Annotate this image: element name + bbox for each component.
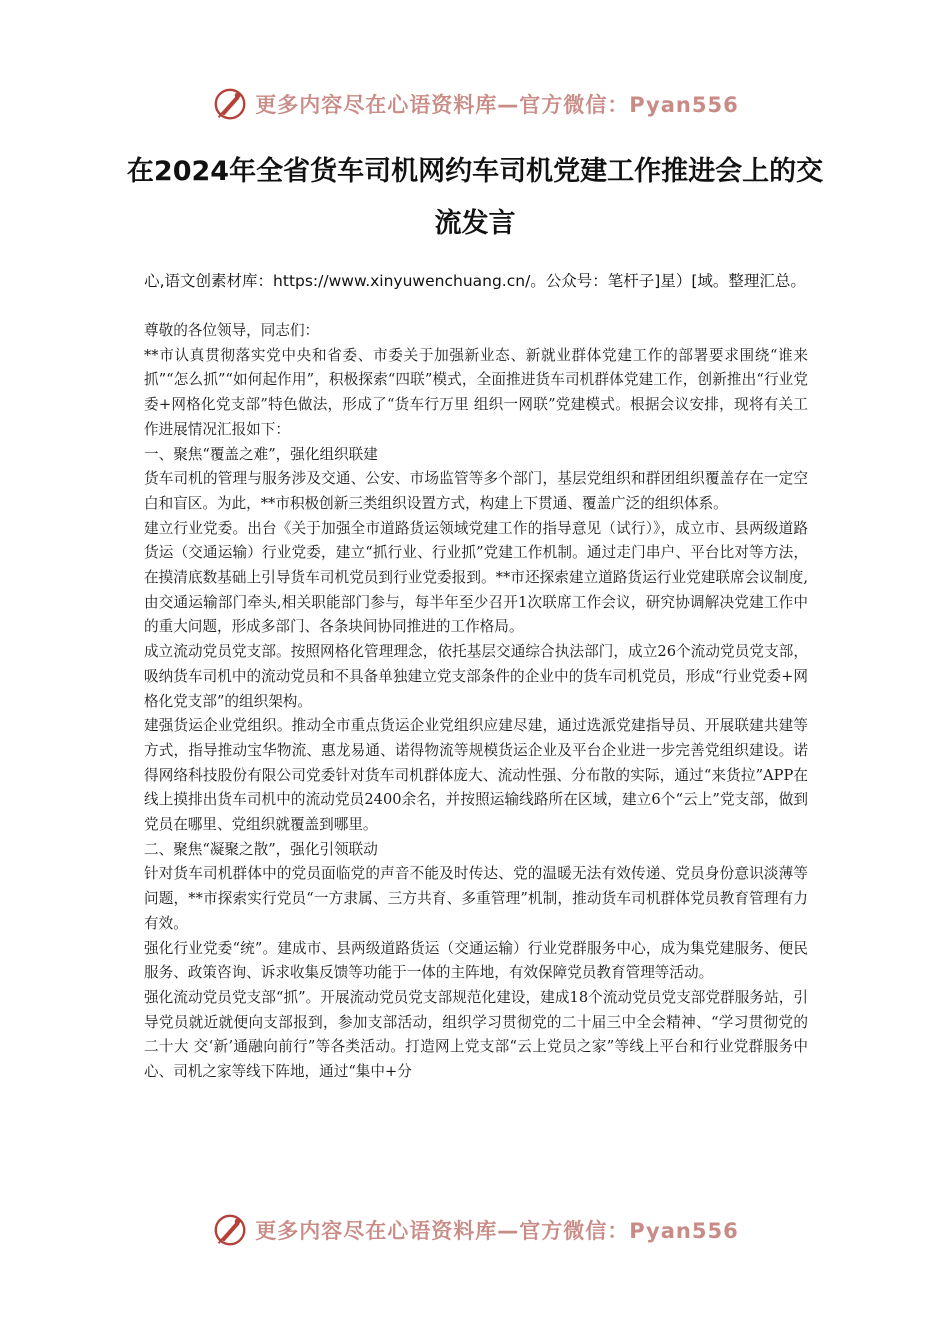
banner-text: 更多内容尽在心语资料库—官方微信：Pyan556 [255,93,739,117]
paragraph: 建强货运企业党组织。推动全市重点货运企业党组织应建尽建，通过选派党建指导员、开展联建共建等方式，指导推动宝华物流、惠龙易通、诺得物流等规模货运企业及平台企业进一步完善党组织建设。诺得网络科技股份有限公司党委针对货车司机群体庞大、流动性强、分布散的实际，通过“来货拉”APP在线上摸排出货车司机中的流动党员2400余名，并按照运输线路所在区域，建立6个“云上”党支部，做到党员在哪里、党组织就覆盖到哪里。 [144,717,808,834]
document-title: 在2024年全省货车司机网约车司机党建工作推进会上的交流发言 [126,156,824,239]
paragraph: 针对货车司机群体中的党员面临党的声音不能及时传达、党的温暖无法有效传递、党员身份意识淡薄等问题，**市探索实行党员“一方隶属、三方共育、多重管理”机制，推动货车司机群体党员教育管理有力有效。 [144,865,808,932]
paragraph: 强化行业党委“统”。建成市、县两级道路货运（交通运输）行业党群服务中心，成为集党建服务、便民服务、政策咨询、诉求收集反馈等功能于一体的主阵地，有效保障党员教育管理等活动。 [144,939,808,982]
paragraph: **市认真贯彻落实党中央和省委、市委关于加强新业态、新就业群体党建工作的部署要求围绕“谁来抓”“怎么抓”“如何起作用”，积极探索“四联”模式，全面推进货车司机群体党建工作，创新推出“行业党委+网格化党支部”特色做法，形成了“货车行万里 组织一网联”党建模式。根据会议安排，现将有关工作进展情况汇报如下： [144,346,808,438]
section-heading: 一、聚焦“覆盖之难”，强化组织联建 [144,445,378,463]
footer-banner [0,1210,950,1250]
banner-text: 更多内容尽在心语资料库—官方微信：Pyan556 [255,1219,739,1243]
paragraph: 成立流动党员党支部。按照网格化管理理念，依托基层交通综合执法部门，成立26个流动党员党支部，吸纳货车司机中的流动党员和不具备单独建立党支部条件的企业中的货车司机党员，形成“行业党委+网格化党支部”的组织架构。 [144,643,808,710]
paragraph: 货车司机的管理与服务涉及交通、公安、市场监管等多个部门，基层党组织和群团组织覆盖存在一定空白和盲区。为此，**市积极创新三类组织设置方式，构建上下贯通、覆盖广泛的组织体系。 [144,470,808,512]
header-banner [0,84,950,124]
document-body [144,319,808,1085]
pen-seal-icon [211,1211,249,1249]
salutation: 尊敬的各位领导，同志们： [144,322,320,339]
paragraph: 强化流动党员党支部“抓”。开展流动党员党支部规范化建设，建成18个流动党员党支部党群服务站，引导党员就近就便向支部报到，参加支部活动，组织学习贯彻党的二十届三中全会精神、“学习贯彻党的二十大 交‘新’通融向前行”等各类活动。打造网上党支部“云上党员之家”等线上平台和行业党群服务中心、司机之家等线下阵地，通过“集中+分 [144,988,808,1081]
section-heading: 二、聚焦“凝聚之散”，强化引领联动 [144,840,378,858]
source-note: 心,语文创素材库：https://www.xinyuwenchuang.cn/。公众号：笔杆子]星）[域。整理汇总。 [144,272,806,290]
pen-seal-icon [211,85,249,123]
paragraph: 建立行业党委。出台《关于加强全市道路货运领域党建工作的指导意见（试行）》，成立市、县两级道路货运（交通运输）行业党委，建立“抓行业、行业抓”党建工作机制。通过走门串户、平台比对等方法，在摸清底数基础上引导货车司机党员到行业党委报到。**市还探索建立道路货运行业党建联席会议制度,由交通运输部门牵头,相关职能部门参与，每半年至少召开1次联席工作会议，研究协调解决党建工作中的重大问题，形成多部门、各条块间协同推进的工作格局。 [144,519,808,636]
